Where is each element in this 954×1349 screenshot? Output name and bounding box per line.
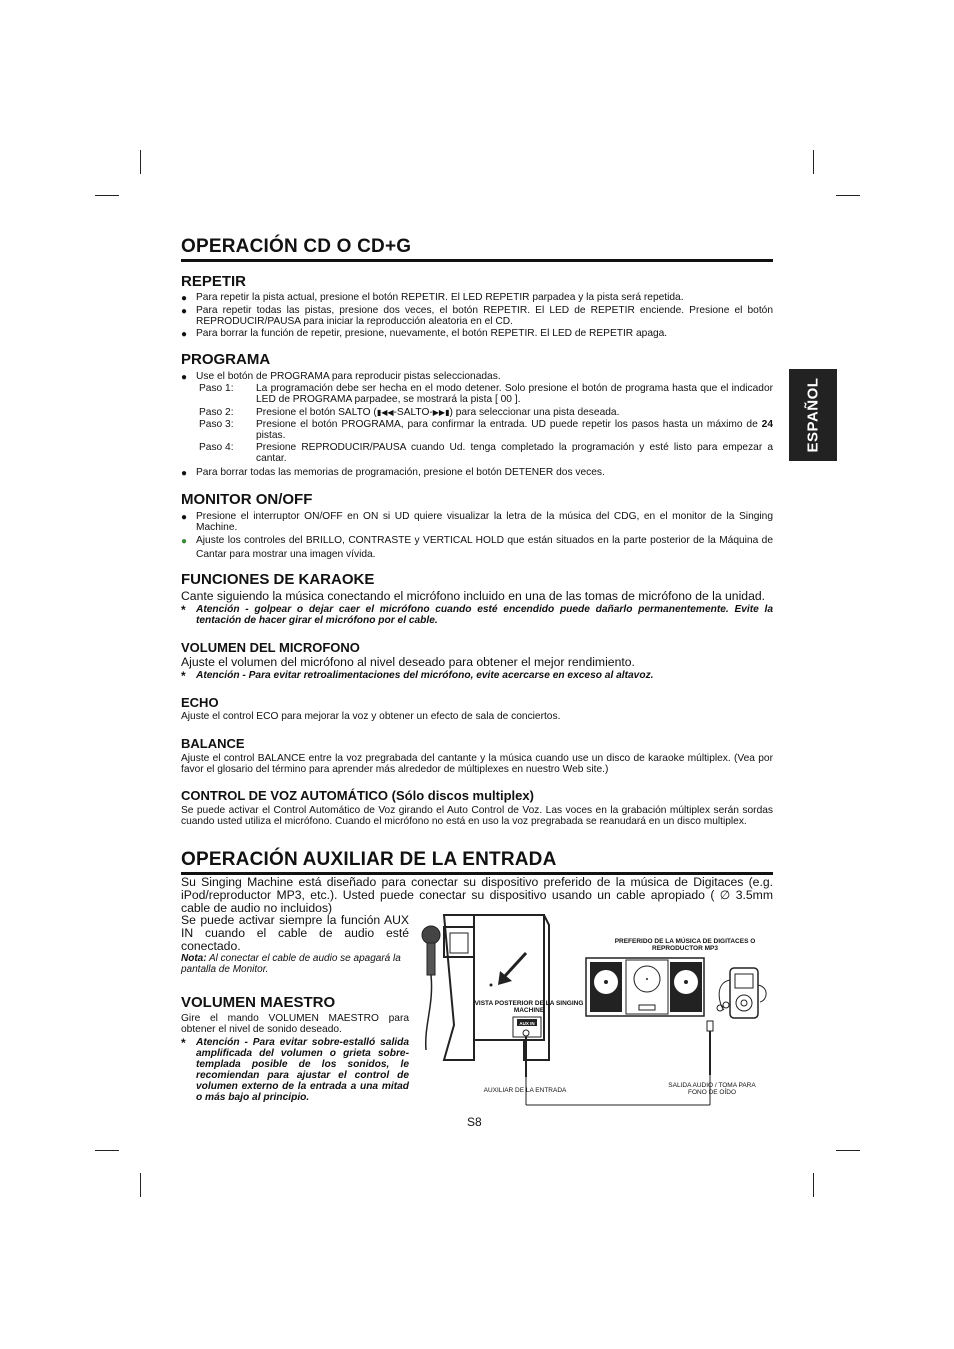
heading-balance: BALANCE: [181, 736, 245, 751]
page-number: S8: [467, 1115, 482, 1129]
paragraph: Se puede activar el Control Automático de Voz girando el Auto Control de Voz. Las voces en la grabación múltiplex serán sordas cuando usted utiliza el micrófono. Cuando el micrófono no está en uso la voz pregrabada se reanudará en un disco multiplex.: [181, 805, 773, 827]
connection-diagram: [414, 905, 774, 1110]
heading-monitor: MONITOR ON/OFF: [181, 491, 313, 508]
program-step: Paso 4: Presione REPRODUCIR/PAUSA cuando Ud. tenga completado la programación y esté listo para empezar a cantar.: [199, 442, 773, 464]
paragraph: Su Singing Machine está diseñado para conectar su dispositivo preferido de la música de Digitaces (e.g. iPod/reproductor MP3, etc.). Usted puede conectar su dispositivo usando un cable apropiado ( ∅ 3.5mm cable de audio no incluidos): [181, 875, 773, 915]
paragraph: Cante siguiendo la música conectando el micrófono incluido en una de las tomas de micrófono de la unidad.: [181, 589, 766, 603]
list-item: ● Ajuste los controles del BRILLO, CONTRASTE y VERTICAL HOLD que están situados en la parte posterior de la Máquina de Cantar para mostrar una imagen vívida.: [181, 535, 773, 560]
diagram-label-out: SALIDA AUDIO / TOMA PARA FONO DE OÍDO: [668, 1082, 756, 1096]
aux-paragraph: Se puede activar siempre la función AUX IN cuando el cable de audio esté conectado.: [181, 913, 409, 953]
heading-control-voz: CONTROL DE VOZ AUTOMÁTICO (Sólo discos multiplex): [181, 788, 534, 803]
paragraph: Ajuste el control BALANCE entre la voz pregrabada del cantante y la música cuando use un disco de karaoke múltiplex. (Vea por favor el glosario del término para aprender más alrededor de múltiplexes en nuestro Web site.): [181, 753, 773, 775]
crop-mark: [836, 195, 860, 196]
heading-volumen-maestro: VOLUMEN MAESTRO: [181, 994, 336, 1011]
warning: * Atención - Para evitar retroalimentaciones del micrófono, evite acercarse en exceso al altavoz.: [181, 669, 654, 683]
section-title-cd: OPERACIÓN CD O CD+G: [181, 236, 773, 262]
list-item: ● Para repetir la pista actual, presione el botón REPETIR. El LED REPETIR parpadea y la pista será repetida.: [181, 292, 684, 304]
diagram-label-back: VISTA POSTERIOR DE LA SINGING MACHINE: [474, 1000, 584, 1014]
list-item: ● Para borrar la función de repetir, presione, nuevamente, el botón REPETIR. El LED de REPETIR apaga.: [181, 328, 668, 340]
list-item: ● Para borrar todas las memorias de programación, presione el botón DETENER dos veces.: [181, 467, 605, 479]
diagram-label-aux: AUXILIAR DE LA ENTRADA: [483, 1087, 567, 1094]
program-step: Paso 1: La programación debe ser hecha en el modo detener. Solo presione el botón de programa hasta que el indicador LED de PROGRAMA parpadee, se mostrará la pista [ 00 ].: [199, 383, 773, 405]
language-tab-label: ESPAÑOL: [804, 377, 822, 453]
diagram-label-auxin: AUX IN: [519, 1021, 535, 1026]
crop-mark: [836, 1150, 860, 1151]
paragraph: Gire el mando VOLUMEN MAESTRO para obtener el nivel de sonido deseado.: [181, 1013, 409, 1035]
heading-echo: ECHO: [181, 695, 219, 710]
heading-repetir: REPETIR: [181, 273, 247, 290]
crop-mark: [813, 1173, 814, 1197]
crop-mark: [140, 1173, 141, 1197]
heading-volumen-microfono: VOLUMEN DEL MICROFONO: [181, 640, 360, 655]
crop-mark: [140, 150, 141, 174]
aux-note: Nota: Al conectar el cable de audio se apagará la pantalla de Monitor.: [181, 953, 401, 975]
crop-mark: [813, 150, 814, 174]
skip-forward-icon: ▶▶▮: [432, 408, 450, 417]
list-item: ● Para repetir todas las pistas, presione dos veces, el botón REPETIR. El LED de REPETIR enciende. Presione el botón REPRODUCIR/PAUSA para iniciar la reproducción aleatoria en el CD.: [181, 305, 773, 327]
section-title-aux: OPERACIÓN AUXILIAR DE LA ENTRADA: [181, 849, 773, 875]
crop-mark: [95, 195, 119, 196]
heading-karaoke: FUNCIONES DE KARAOKE: [181, 571, 375, 588]
warning: * Atención - golpear o dejar caer el micrófono cuando esté encendido puede dañarlo permanentemente. Evite la tentación de hacer girar el micrófono por el cable.: [181, 603, 773, 626]
diagram-label-device: PREFERIDO DE LA MÚSICA DE DIGITACES O REPRODUCTOR MP3: [614, 938, 756, 952]
heading-programa: PROGRAMA: [181, 351, 271, 368]
warning: * Atención - Para evitar sobre-estalló salida amplificada del volumen o grieta sobre-templada posible de los sonidos, le recomiendan para ajustar el control de volumen externo de la entrada a una mitad o más bajo al principio.: [181, 1036, 409, 1103]
program-step: Paso 3: Presione el botón PROGRAMA, para confirmar la entrada. UD puede repetir los pasos hasta un máximo de 24 pistas.: [199, 419, 773, 441]
skip-back-icon: ▮◀◀: [376, 408, 394, 417]
list-item: ● Use el botón de PROGRAMA para reproducir pistas seleccionadas.: [181, 371, 501, 383]
paragraph: Ajuste el control ECO para mejorar la voz y obtener un efecto de sala de conciertos.: [181, 711, 561, 722]
crop-mark: [95, 1150, 119, 1151]
program-step: Paso 2: Presione el botón SALTO (▮◀◀-SALTO-▶▶▮) para seleccionar una pista deseada.: [199, 407, 620, 418]
language-tab: [789, 369, 837, 461]
paragraph: Ajuste el volumen del micrófono al nivel deseado para obtener el mejor rendimiento.: [181, 655, 635, 669]
list-item: ● Presione el interruptor ON/OFF en ON si UD quiere visualizar la letra de la música del CDG, en el monitor de la Singing Machine.: [181, 511, 773, 533]
